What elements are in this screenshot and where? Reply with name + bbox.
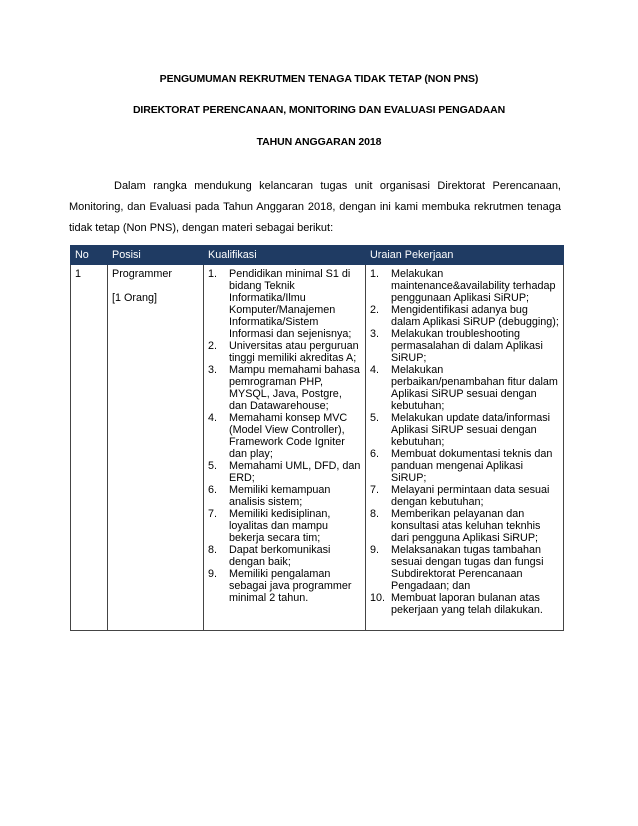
list-item-text: Pendidikan minimal S1 di bidang Teknik Informatika/Ilmu Komputer/Manajemen Informatika/Sistem Informasi dan sejenisnya; <box>229 268 352 340</box>
list-item-number: 5. <box>370 412 380 424</box>
directorate-title: DIREKTORAT PERENCANAAN, MONITORING DAN EVALUASI PENGADAAN <box>132 104 506 116</box>
list-item-number: 2. <box>370 304 380 316</box>
list-item-number: 4. <box>208 412 218 424</box>
list-item-text: Melayani permintaan data sesuai dengan kebutuhan; <box>391 484 550 508</box>
job-description-list <box>370 268 559 616</box>
job-description-item <box>370 364 559 412</box>
list-item-text: Memiliki kedisiplinan, loyalitas dan mampu bekerja secara tim; <box>229 508 331 544</box>
cell-uraian <box>366 265 564 631</box>
list-item-number: 9. <box>208 568 218 580</box>
table-header-row <box>71 246 564 265</box>
qualification-item <box>208 268 361 340</box>
list-item-text: Memberikan pelayanan dan konsultasi atas keluhan teknhis dari pengguna Aplikasi SiRUP; <box>391 508 541 544</box>
list-item-number: 5. <box>208 460 218 472</box>
list-item-number: 1. <box>208 268 218 280</box>
job-description-item <box>370 304 559 328</box>
position-name: Programmer <box>112 268 172 280</box>
intro-text: Dalam rangka mendukung kelancaran tugas unit organisasi Direktorat Perencanaan, Monitoring, dan Evaluasi pada Tahun Anggaran 2018, dengan ini kami membuka rekrutmen tenaga tidak tetap (Non PNS), dengan materi sebagai berikut: <box>69 180 561 234</box>
list-item-number: 9. <box>370 544 380 556</box>
qualification-item <box>208 484 361 508</box>
list-item-text: Dapat berkomunikasi dengan baik; <box>229 544 331 568</box>
list-item-number: 1. <box>370 268 380 280</box>
qualification-item <box>208 460 361 484</box>
table-row <box>71 265 564 631</box>
job-description-item <box>370 484 559 508</box>
announcement-title: PENGUMUMAN REKRUTMEN TENAGA TIDAK TETAP (NON PNS) <box>159 73 479 85</box>
header-kualifikasi: Kualifikasi <box>204 246 366 265</box>
position-quota: [1 Orang] <box>112 292 158 304</box>
cell-no: 1 <box>71 265 108 631</box>
qualification-item <box>208 364 361 412</box>
header-uraian: Uraian Pekerjaan <box>366 246 564 265</box>
qualification-item <box>208 412 361 460</box>
header-posisi: Posisi <box>108 246 204 265</box>
list-item-number: 8. <box>208 544 218 556</box>
job-description-item <box>370 544 559 592</box>
list-item-text: Melakukan update data/informasi Aplikasi SiRUP sesuai dengan kebutuhan; <box>391 412 551 448</box>
list-item-text: Memiliki pengalaman sebagai java programmer minimal 2 tahun. <box>229 568 352 604</box>
list-item-text: Melakukan troubleshooting permasalahan di dalam Aplikasi SiRUP; <box>391 328 543 364</box>
job-description-item <box>370 268 559 304</box>
list-item-number: 6. <box>370 448 380 460</box>
list-item-number: 4. <box>370 364 380 376</box>
fiscal-year-title: TAHUN ANGGARAN 2018 <box>256 136 382 148</box>
list-item-text: Melaksanakan tugas tambahan sesuai dengan tugas dan fungsi Subdirektorat Perencanaan Pengadaan; dan <box>391 544 544 592</box>
list-item-number: 7. <box>370 484 380 496</box>
list-item-text: Universitas atau perguruan tinggi memiliki akreditas A; <box>229 340 359 364</box>
qualification-item <box>208 508 361 544</box>
list-item-text: Mengidentifikasi adanya bug dalam Aplikasi SiRUP (debugging); <box>391 304 559 328</box>
list-item-text: Mampu memahami bahasa pemrograman PHP, MYSQL, Java, Postgre, dan Datawarehouse; <box>229 364 360 412</box>
intro-paragraph <box>69 176 561 239</box>
qualification-list <box>208 268 361 604</box>
recruitment-table <box>70 245 564 631</box>
list-item-text: Membuat dokumentasi teknis dan panduan mengenai Aplikasi SiRUP; <box>391 448 553 484</box>
list-item-text: Memahami UML, DFD, dan ERD; <box>229 460 361 484</box>
list-item-text: Melakukan maintenance&availability terhadap penggunaan Aplikasi SiRUP; <box>391 268 556 304</box>
job-description-item <box>370 448 559 484</box>
job-description-item <box>370 508 559 544</box>
list-item-number: 6. <box>208 484 218 496</box>
list-item-text: Melakukan perbaikan/penambahan fitur dalam Aplikasi SiRUP sesuai dengan kebutuhan; <box>391 364 558 412</box>
job-description-item <box>370 592 559 616</box>
qualification-item <box>208 544 361 568</box>
list-item-number: 3. <box>208 364 218 376</box>
list-item-number: 2. <box>208 340 218 352</box>
cell-kualifikasi <box>204 265 366 631</box>
list-item-number: 10. <box>370 592 386 604</box>
list-item-text: Memahami konsep MVC (Model View Controller), Framework Code Igniter dan play; <box>229 412 348 460</box>
cell-posisi <box>108 265 204 631</box>
list-item-number: 7. <box>208 508 218 520</box>
list-item-text: Memiliki kemampuan analisis sistem; <box>229 484 331 508</box>
qualification-item <box>208 568 361 604</box>
job-description-item <box>370 328 559 364</box>
list-item-text: Membuat laporan bulanan atas pekerjaan yang telah dilakukan. <box>391 592 543 616</box>
header-no: No <box>71 246 108 265</box>
qualification-item <box>208 340 361 364</box>
list-item-number: 8. <box>370 508 380 520</box>
job-description-item <box>370 412 559 448</box>
list-item-number: 3. <box>370 328 380 340</box>
